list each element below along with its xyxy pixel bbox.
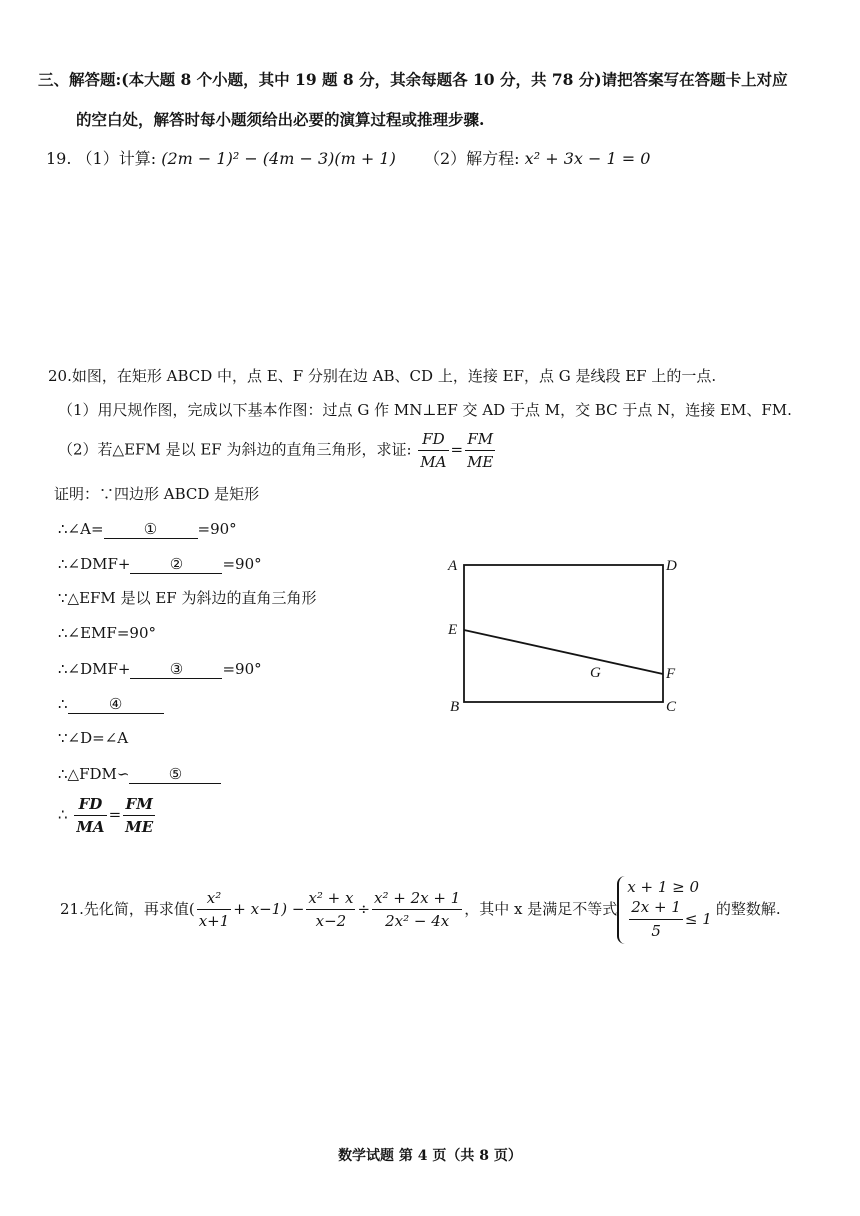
inequality-2-fraction	[629, 898, 683, 942]
q21-middle-2: ，其中 x 是满足不等式	[464, 899, 618, 918]
fraction-numerator: x² + x	[306, 889, 355, 910]
q19-part2-expression: x² + 3x − 1 = 0	[524, 149, 651, 168]
blank-3: ③	[130, 661, 222, 679]
q21-divide: ÷	[357, 899, 371, 918]
proof-text: ∴∠A=	[58, 520, 104, 538]
proof-text: =90°	[197, 520, 237, 538]
q20-part2-equals: =	[450, 440, 464, 459]
fraction-denominator: x−2	[315, 912, 347, 931]
proof-line-4: ∴∠EMF=90°	[58, 624, 156, 642]
q19-part2	[424, 151, 650, 167]
proof-line-1	[58, 521, 237, 539]
rectangle-abcd	[464, 565, 663, 702]
fraction-denominator: x+1	[198, 912, 230, 931]
proof-text: =90°	[222, 660, 262, 678]
fraction-denominator: 5	[651, 922, 661, 940]
proof-line-6	[58, 696, 164, 714]
label-c: C	[666, 699, 677, 715]
q19-part1-expression: (2m − 1)² − (4m − 3)(m + 1)	[161, 149, 396, 168]
q21-fraction-1	[197, 889, 232, 930]
inequality-system	[617, 876, 716, 944]
q19-part2-label: （2）解方程:	[424, 149, 520, 168]
label-d: D	[666, 558, 677, 574]
fraction-denominator: ME	[125, 818, 154, 836]
proof-line-3: ∵△EFM 是以 EF 为斜边的直角三角形	[58, 589, 317, 607]
blank-2: ②	[130, 556, 222, 574]
fraction-denominator: MA	[76, 818, 105, 836]
q19-part1-label: （1）计算:	[76, 149, 157, 168]
q19-number: 19.	[46, 149, 72, 168]
proof-text: ∴	[58, 695, 68, 713]
inequality-2-relation: ≤ 1	[684, 909, 712, 928]
proof-equals: =	[108, 805, 122, 824]
inequality-1: x + 1 ≥ 0	[627, 878, 700, 896]
proof-text: =90°	[222, 555, 262, 573]
q21-fraction-3	[372, 889, 462, 930]
page-footer: 数学试题 第 4 页（共 8 页）	[338, 1148, 522, 1164]
fraction-denominator: ME	[467, 453, 494, 471]
q21-prefix: 21.先化简，再求值(	[60, 899, 195, 918]
proof-text: ∴	[58, 805, 68, 824]
fraction-numerator: FD	[418, 430, 448, 451]
blank-1: ①	[104, 521, 198, 539]
proof-line-8	[58, 766, 221, 784]
fraction-numerator: x²	[197, 889, 232, 910]
proof-text: ∴△FDM∽	[58, 765, 130, 783]
q21-suffix: 的整数解.	[715, 899, 781, 918]
q20-part2	[58, 430, 497, 471]
q21-fraction-2	[306, 889, 355, 930]
q20-stem: 20.如图，在矩形 ABCD 中，点 E、F 分别在边 AB、CD 上，连接 EF，点 G 是线段 EF 上的一点.	[48, 367, 717, 385]
question-21	[60, 876, 781, 944]
fraction-numerator: FD	[74, 795, 106, 816]
proof-conclusion-fraction-left	[74, 795, 106, 836]
proof-line-7: ∵∠D=∠A	[58, 729, 129, 747]
segment-ef	[464, 630, 663, 674]
section-intro: (本大题 8 个小题，其中 19 题 8 分，其余每题各 10 分，共 78 分)请把答案写在答题卡上对应	[121, 70, 788, 89]
fraction-numerator: FM	[123, 795, 155, 816]
fraction-numerator: FM	[465, 430, 495, 451]
question-19	[46, 151, 396, 167]
fraction-denominator: 2x² − 4x	[385, 912, 450, 931]
rectangle-figure	[445, 550, 695, 725]
fraction-denominator: MA	[420, 453, 447, 471]
proof-text: ∴∠DMF+	[58, 660, 131, 678]
fraction-numerator: x² + 2x + 1	[372, 889, 462, 910]
label-b: B	[450, 699, 460, 715]
q20-part1: （1）用尺规作图，完成以下基本作图：过点 G 作 MN⊥EF 交 AD 于点 M，交 BC 于点 N，连接 EM、FM.	[58, 401, 792, 419]
proof-line-0: 证明：∵四边形 ABCD 是矩形	[54, 485, 260, 503]
label-a: A	[448, 558, 458, 574]
q21-middle-1: + x−1) −	[233, 899, 305, 918]
q20-part2-fraction-right	[465, 430, 495, 471]
proof-line-9	[58, 795, 157, 836]
proof-conclusion-fraction-right	[123, 795, 155, 836]
section-intro-line-2: 的空白处，解答时每小题须给出必要的演算过程或推理步骤.	[76, 110, 485, 129]
fraction-numerator: 2x + 1	[629, 898, 683, 921]
proof-line-2	[58, 556, 262, 574]
section-heading: 三、解答题:	[38, 70, 122, 89]
q20-part2-prefix: （2）若△EFM 是以 EF 为斜边的直角三角形，求证:	[58, 440, 412, 459]
blank-4: ④	[68, 696, 164, 714]
label-f: F	[666, 666, 676, 682]
label-e: E	[448, 622, 458, 638]
proof-text: ∴∠DMF+	[58, 555, 131, 573]
q20-part2-fraction-left	[418, 430, 448, 471]
label-g: G	[590, 665, 601, 681]
inequality-2	[627, 898, 712, 942]
proof-line-5	[58, 661, 262, 679]
blank-5: ⑤	[129, 766, 221, 784]
section-intro-line-1	[38, 72, 788, 89]
